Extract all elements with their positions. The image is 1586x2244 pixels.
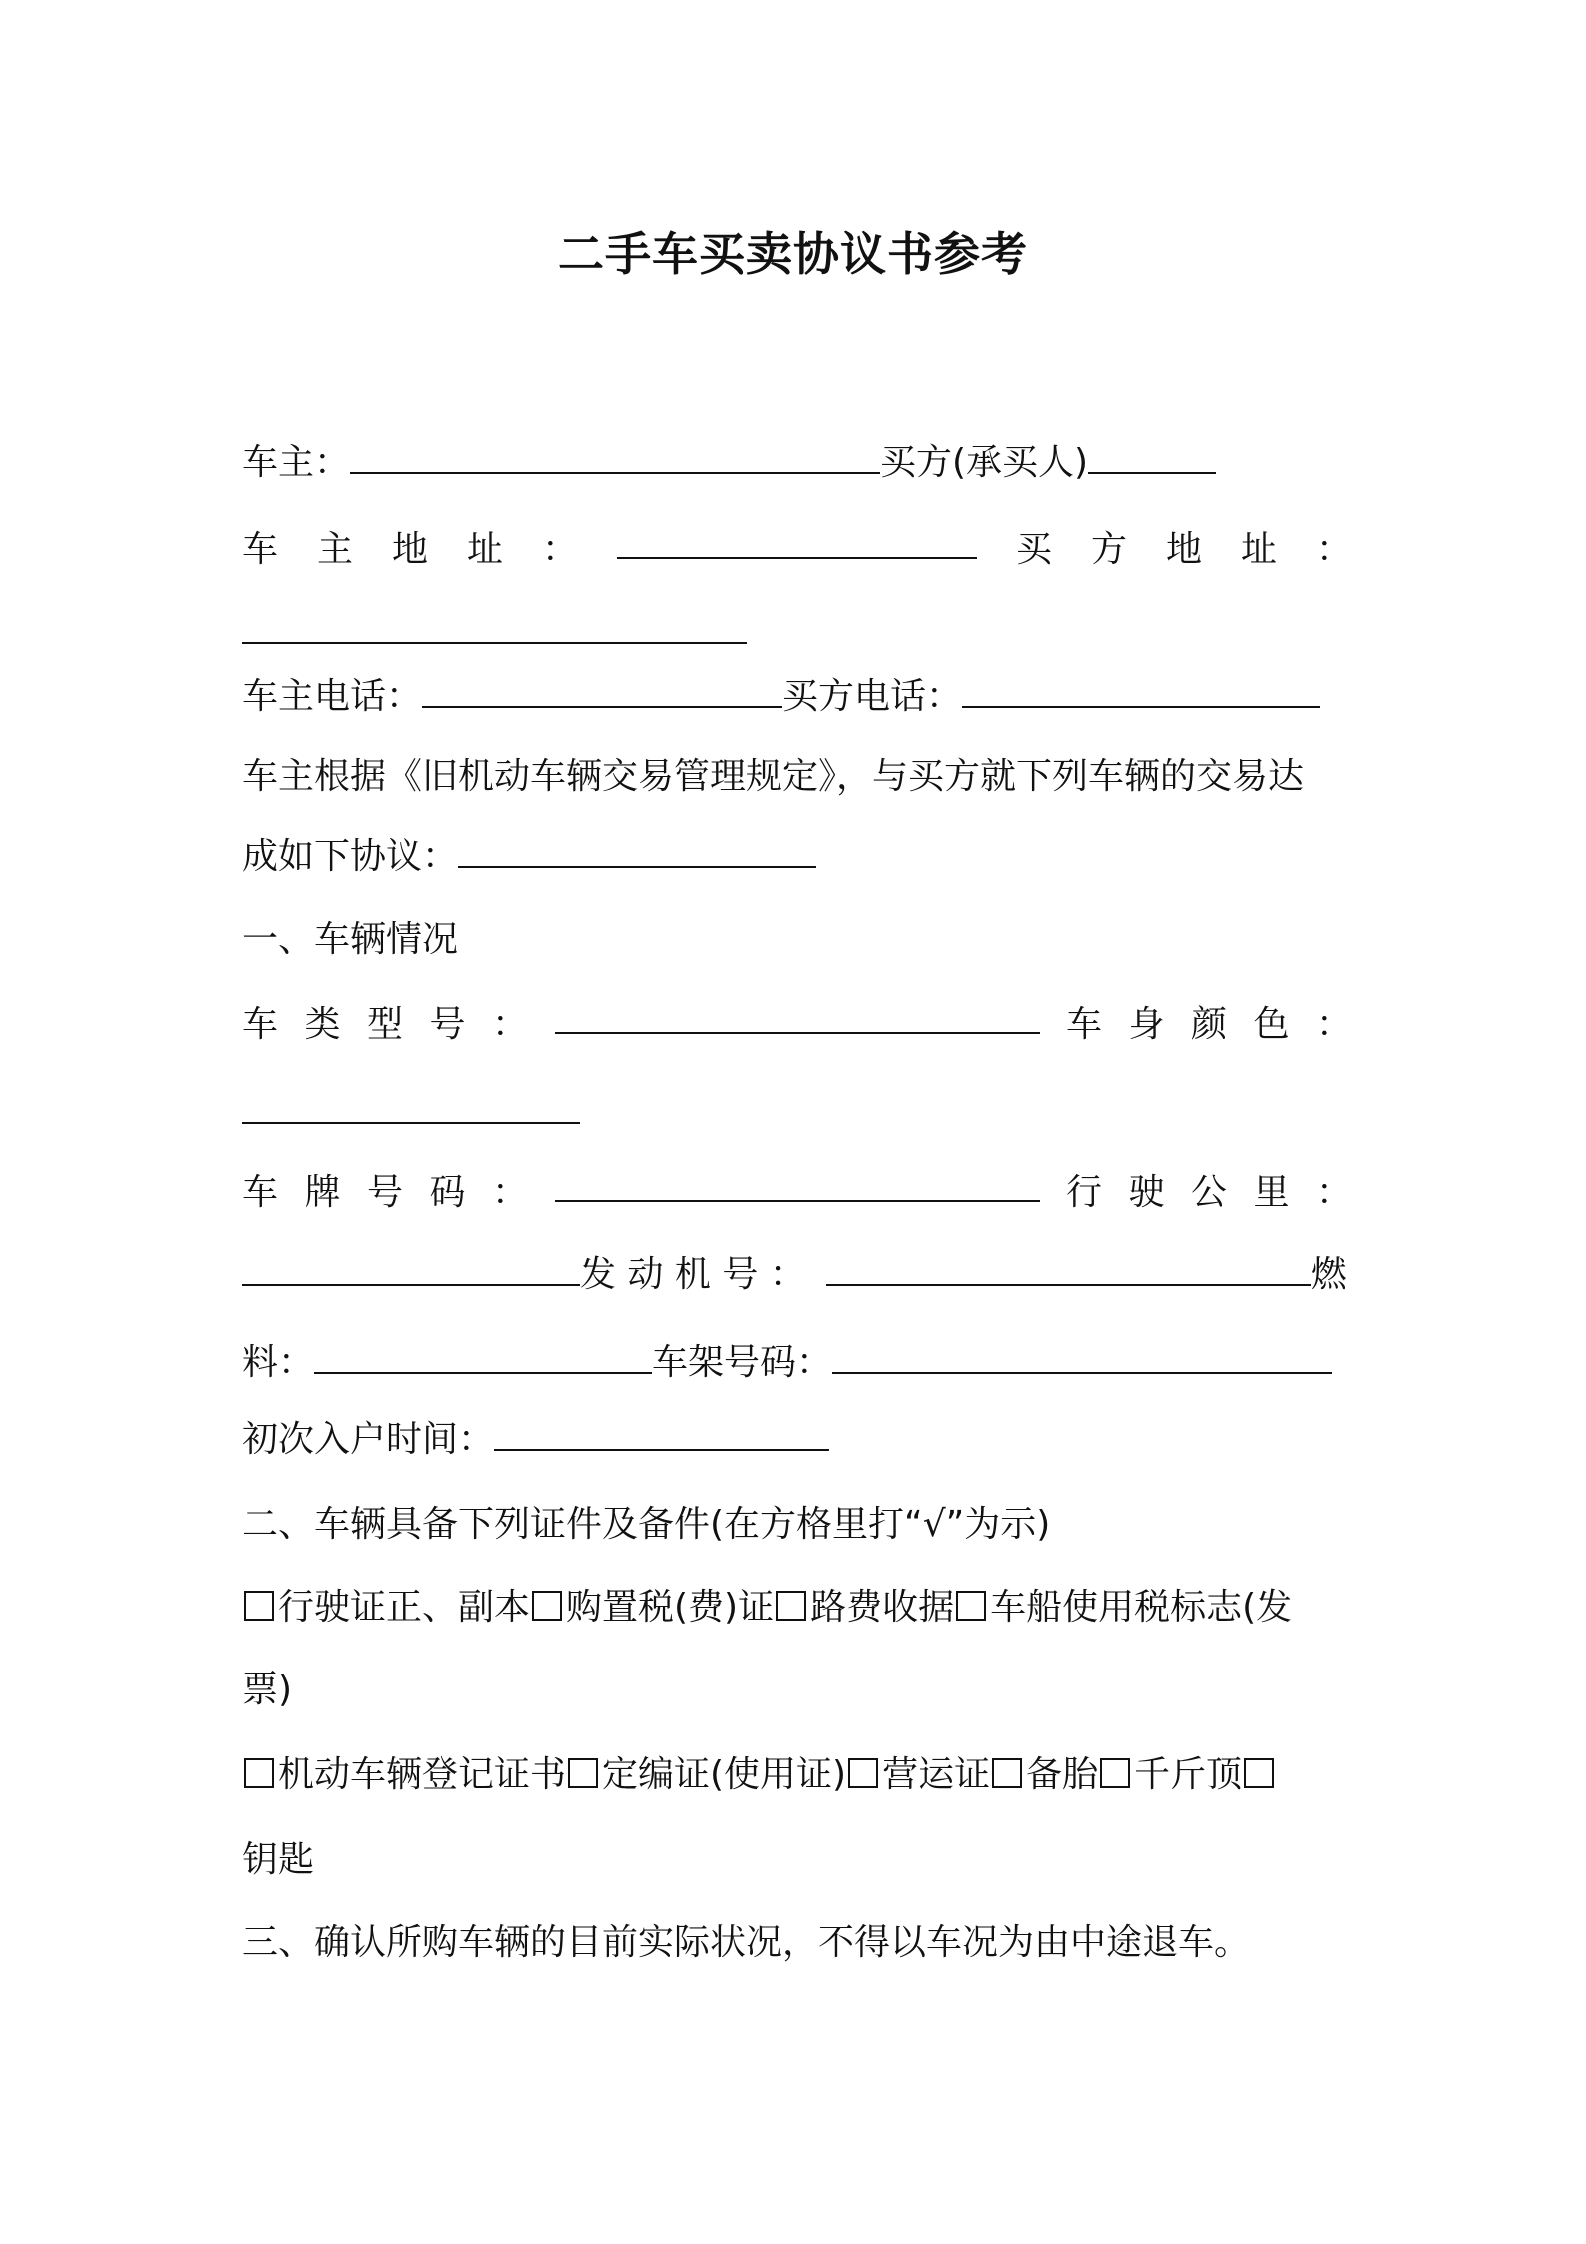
plate-char: 码 — [429, 1172, 466, 1213]
section-2-heading-text: 二、车辆具备下列证件及备件(在方格里打“√”为示) — [242, 1504, 1051, 1545]
checklist-row-1 — [242, 1583, 1352, 1633]
checklist-row-1-cont — [242, 1665, 1352, 1715]
plate-field[interactable] — [555, 1168, 1040, 1202]
buyer-phone-field[interactable] — [962, 674, 1320, 708]
owner-name-field[interactable] — [350, 440, 880, 474]
document-title: 二手车买卖协议书参考 — [558, 227, 1028, 281]
plate-char: ： — [492, 1172, 529, 1213]
buyer-addr-char: ： — [1315, 529, 1352, 570]
owner-buyer-row — [242, 438, 1352, 488]
frame-label: 车架号码： — [652, 1342, 833, 1383]
checkbox[interactable] — [244, 1591, 274, 1621]
owner-addr-char: 主 — [317, 529, 354, 570]
buyer-name-field[interactable] — [1088, 440, 1216, 474]
buyer-addr-char: 地 — [1165, 529, 1202, 570]
plate-mileage-row — [242, 1168, 1352, 1218]
fuel-frame-row — [242, 1338, 1352, 1388]
mileage-field[interactable] — [242, 1252, 580, 1286]
plate-char: 号 — [367, 1172, 404, 1213]
owner-addr-char: 地 — [392, 529, 429, 570]
checkbox[interactable] — [1244, 1758, 1274, 1788]
fuel-field[interactable] — [314, 1340, 652, 1374]
model-char: 车 — [242, 1004, 279, 1045]
model-char: 号 — [429, 1004, 466, 1045]
model-color-row — [242, 1000, 1352, 1050]
owner-phone-field[interactable] — [422, 674, 782, 708]
color-field[interactable] — [242, 1090, 580, 1124]
item-label: 营运证 — [882, 1754, 991, 1795]
mileage-char: 行 — [1065, 1172, 1102, 1213]
item-label: 行驶证正、副本 — [278, 1587, 531, 1628]
buyer-addr-char: 方 — [1090, 529, 1127, 570]
color-char: 身 — [1128, 1004, 1165, 1045]
owner-address-field[interactable] — [617, 525, 977, 559]
color-char: ： — [1315, 1004, 1352, 1045]
item-label: 定编证(使用证) — [602, 1754, 847, 1795]
checkbox[interactable] — [532, 1591, 562, 1621]
buyer-addr-char: 址 — [1240, 529, 1277, 570]
phone-row — [242, 672, 1352, 722]
checkbox[interactable] — [956, 1591, 986, 1621]
frame-field[interactable] — [832, 1340, 1332, 1374]
mileage-char: 里 — [1253, 1172, 1290, 1213]
buyer-address-field[interactable] — [242, 610, 747, 644]
reg-time-label: 初次入户时间： — [242, 1419, 495, 1460]
buyer-addr-char: 买 — [1015, 529, 1052, 570]
address-row — [242, 525, 1352, 575]
item-label: 路费收据 — [810, 1587, 955, 1628]
section-1-heading-text: 一、车辆情况 — [242, 919, 459, 960]
item-label: 车船使用税标志(发 — [990, 1587, 1293, 1628]
checkbox[interactable] — [848, 1758, 878, 1788]
mileage-char: ： — [1315, 1172, 1352, 1213]
mileage-char: 驶 — [1128, 1172, 1165, 1213]
owner-label: 车主： — [242, 442, 351, 483]
owner-phone-label: 车主电话： — [242, 676, 423, 717]
checklist-row-2 — [242, 1750, 1352, 1800]
mileage-char: 公 — [1190, 1172, 1227, 1213]
model-char: 类 — [304, 1004, 341, 1045]
agreement-field[interactable] — [458, 834, 816, 868]
agreement-intro-text: 车主根据《旧机动车辆交易管理规定》，与买方就下列车辆的交易达 — [242, 756, 1305, 797]
checkbox[interactable] — [992, 1758, 1022, 1788]
item-label: 机动车辆登记证书 — [278, 1754, 567, 1795]
owner-addr-char: 址 — [467, 529, 504, 570]
color-char: 车 — [1065, 1004, 1102, 1045]
color-char: 色 — [1253, 1004, 1290, 1045]
item-label: 千斤顶 — [1134, 1754, 1243, 1795]
agreement-intro-line — [242, 752, 1352, 802]
plate-char: 牌 — [304, 1172, 341, 1213]
buyer-phone-label: 买方电话： — [782, 676, 963, 717]
checkbox[interactable] — [244, 1758, 274, 1788]
checklist-row-2-cont — [242, 1835, 1352, 1885]
reg-time-field[interactable] — [494, 1417, 829, 1451]
checkbox[interactable] — [1100, 1758, 1130, 1788]
fuel-label-part-1: 燃 — [1310, 1254, 1347, 1295]
item-label: 票) — [242, 1669, 293, 1710]
section-2-heading — [242, 1500, 1352, 1550]
section-1-heading — [242, 915, 1352, 965]
engine-field[interactable] — [826, 1252, 1311, 1286]
reg-time-row — [242, 1415, 1352, 1465]
model-char: ： — [492, 1004, 529, 1045]
agreement-intro-line-2 — [242, 832, 1352, 882]
section-3-heading — [242, 1918, 1352, 1968]
checkbox[interactable] — [776, 1591, 806, 1621]
buyer-address-row — [242, 608, 1352, 658]
color-char: 颜 — [1190, 1004, 1227, 1045]
owner-addr-char: ： — [542, 529, 579, 570]
fuel-label-part-2: 料： — [242, 1342, 315, 1383]
checkbox[interactable] — [568, 1758, 598, 1788]
section-3-heading-text: 三、确认所购车辆的目前实际状况，不得以车况为由中途退车。 — [242, 1922, 1251, 1963]
model-char: 型 — [367, 1004, 404, 1045]
engine-label: 发 动 机 号 ： — [580, 1254, 806, 1295]
item-label: 备胎 — [1026, 1754, 1099, 1795]
owner-addr-char: 车 — [242, 529, 279, 570]
item-label: 钥匙 — [242, 1839, 315, 1880]
plate-char: 车 — [242, 1172, 279, 1213]
item-label: 购置税(费)证 — [566, 1587, 775, 1628]
buyer-label: 买方(承买人) — [880, 442, 1089, 483]
color-field-row — [242, 1088, 1352, 1138]
agreement-intro-text-2: 成如下协议： — [242, 836, 459, 877]
model-field[interactable] — [555, 1000, 1040, 1034]
engine-row — [242, 1250, 1352, 1300]
